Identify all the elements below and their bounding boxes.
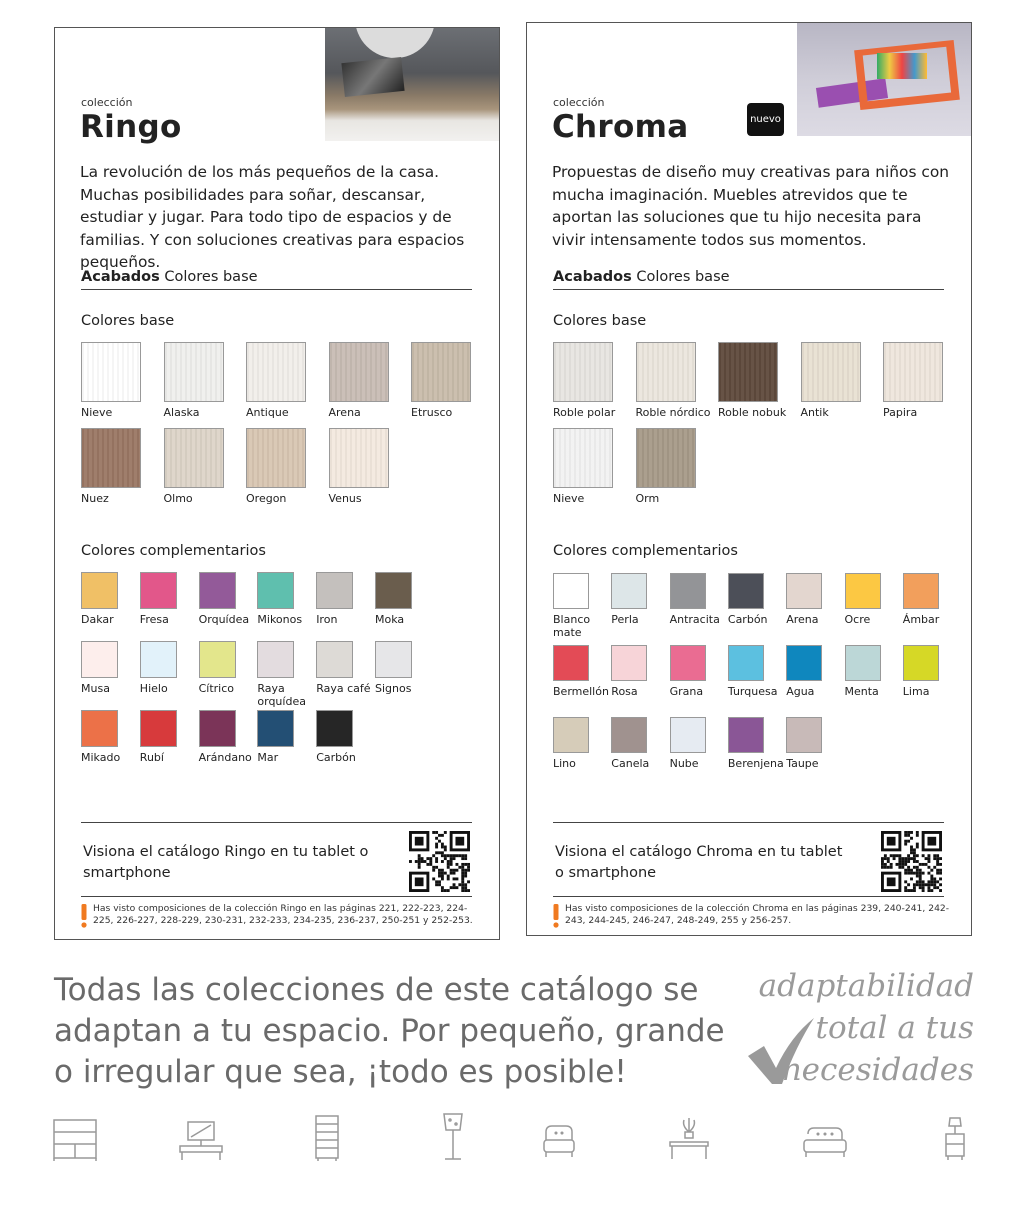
color-swatch	[316, 572, 353, 609]
color-swatch	[636, 428, 696, 488]
color-swatch	[670, 717, 706, 753]
color-swatch-label: Blanco mate	[553, 613, 591, 639]
exclamation-icon	[553, 904, 559, 928]
pages-notice: Has visto composiciones de la colección Chroma en las páginas 239, 240-241, 242-243, 244-245, 246-247, 248-249, 255 y 256-257.	[553, 903, 953, 927]
divider	[81, 896, 472, 897]
color-swatch-label: Taupe	[786, 757, 819, 770]
color-swatch-label: Bermellón	[553, 685, 609, 698]
color-swatch-label: Dakar	[81, 613, 114, 626]
color-swatch-label: Orquídea	[198, 613, 250, 626]
color-swatch-label: Canela	[611, 757, 650, 770]
color-swatch	[257, 641, 294, 678]
color-swatch	[553, 717, 589, 753]
slogan-line: adaptabilidad	[758, 968, 974, 1004]
color-swatch-label: Signos	[375, 682, 412, 695]
color-swatch	[786, 573, 822, 609]
color-swatch-label: Oregon	[246, 492, 287, 505]
catalog-link-text[interactable]: Visiona el catálogo Ringo en tu tablet o smartphone	[83, 844, 369, 881]
furniture-icons-row	[50, 1112, 975, 1167]
color-swatch-label: Olmo	[163, 492, 193, 505]
color-swatch	[257, 572, 294, 609]
pages-notice: Has visto composiciones de la colección Ringo en las páginas 221, 222-223, 224-225, 226-227, 228-229, 230-231, 232-233, 234-235, 236-237, 250-251 y 252-253.	[81, 903, 481, 927]
qr-code-icon[interactable]	[409, 831, 470, 892]
collection-description: Propuestas de diseño muy creativas para niños con mucha imaginación. Muebles atrevidos que te aportan las soluciones que tu hijo necesita para vivir intensamente todos sus momentos.	[552, 163, 949, 249]
colores-base-label: Colores base	[553, 313, 647, 329]
color-swatch-label: Mar	[257, 751, 279, 764]
color-swatch	[611, 645, 647, 681]
color-swatch-label: Roble nórdico	[635, 406, 711, 419]
color-swatch-label: Arena	[328, 406, 361, 419]
color-swatch-label: Nube	[669, 757, 699, 770]
color-swatch-label: Arena	[786, 613, 819, 626]
qr-code-icon[interactable]	[881, 831, 942, 892]
color-swatch-label: Roble nobuk	[718, 406, 787, 419]
chroma-collection-card	[526, 22, 972, 936]
color-swatch	[140, 710, 177, 747]
divider	[553, 896, 944, 897]
color-swatch	[845, 573, 881, 609]
footer-tagline: Todas las colecciones de este catálogo se adaptan a tu espacio. Por pequeño, grande o irregular que sea, ¡todo es posible!	[54, 972, 725, 1090]
colores-base-label: Colores base	[81, 313, 175, 329]
color-swatch	[257, 710, 294, 747]
chest-of-drawers-icon	[302, 1112, 352, 1162]
color-swatch	[81, 428, 141, 488]
color-swatch	[329, 428, 389, 488]
collection-title: Ringo	[80, 109, 182, 145]
chroma-photo	[797, 23, 971, 136]
divider	[553, 822, 944, 823]
color-swatch	[903, 645, 939, 681]
color-swatch-label: Papira	[883, 406, 918, 419]
color-swatch	[199, 572, 236, 609]
color-swatch	[553, 342, 613, 402]
acabados-heading: Acabados Colores base	[553, 269, 944, 290]
ringo-photo	[325, 28, 499, 141]
color-swatch	[611, 573, 647, 609]
color-swatch	[845, 645, 881, 681]
color-swatch-label: Lino	[553, 757, 576, 770]
color-swatch	[140, 641, 177, 678]
color-swatch	[553, 645, 589, 681]
color-swatch-label: Raya orquídea	[257, 682, 306, 708]
adaptabilidad-slogan	[742, 968, 974, 1098]
color-swatch-label: Nuez	[81, 492, 109, 505]
color-swatch-label: Orm	[635, 492, 660, 505]
collection-description: La revolución de los más pequeños de la casa. Muchas posibilidades para soñar, descansar, estudiar y jugar. Para todo tipo de espacios y de familias. Y con soluciones creativas para espacios pequeños.	[80, 163, 465, 271]
color-swatch-label: Fresa	[139, 613, 169, 626]
side-table-plant-icon	[664, 1112, 714, 1162]
color-swatch	[728, 717, 764, 753]
color-swatch-label: Antik	[800, 406, 829, 419]
acabados-heading: Acabados Colores base	[81, 269, 472, 290]
color-swatch-label: Mikonos	[257, 613, 303, 626]
color-swatch	[801, 342, 861, 402]
color-swatch-label: Cítrico	[198, 682, 234, 695]
color-swatch-label: Hielo	[139, 682, 168, 695]
color-swatch-label: Turquesa	[727, 685, 778, 698]
desk-computer-icon	[176, 1112, 226, 1162]
coleccion-label: colección	[553, 96, 605, 109]
color-swatch-label: Musa	[81, 682, 110, 695]
exclamation-icon	[81, 904, 87, 928]
color-swatch	[81, 710, 118, 747]
color-swatch	[728, 573, 764, 609]
slogan-line: necesidades	[781, 1052, 974, 1088]
color-swatch	[903, 573, 939, 609]
color-swatch	[553, 573, 589, 609]
color-swatch-label: Roble polar	[553, 406, 616, 419]
color-swatch	[316, 641, 353, 678]
color-swatch	[316, 710, 353, 747]
color-swatch-label: Carbón	[727, 613, 768, 626]
color-swatch-label: Nieve	[553, 492, 585, 505]
color-swatch-label: Menta	[844, 685, 879, 698]
ringo-collection-card	[54, 27, 500, 940]
color-swatch	[246, 342, 306, 402]
color-swatch-label: Mikado	[81, 751, 121, 764]
color-swatch-label: Agua	[786, 685, 815, 698]
color-swatch-label: Lima	[902, 685, 930, 698]
color-swatch	[411, 342, 471, 402]
color-swatch-label: Grana	[669, 685, 704, 698]
color-swatch	[728, 645, 764, 681]
color-swatch	[375, 641, 412, 678]
color-swatch	[199, 641, 236, 678]
colores-complementarios-label: Colores complementarios	[81, 543, 266, 559]
color-swatch-label: Nieve	[81, 406, 113, 419]
color-swatch-label: Venus	[328, 492, 362, 505]
color-swatch-label: Moka	[375, 613, 405, 626]
color-swatch-label: Raya café	[316, 682, 371, 695]
color-swatch	[164, 428, 224, 488]
sofa-icon	[800, 1112, 850, 1162]
color-swatch-label: Berenjena	[727, 757, 784, 770]
color-swatch	[375, 572, 412, 609]
color-swatch	[636, 342, 696, 402]
color-swatch-label: Ámbar	[902, 613, 940, 626]
color-swatch-label: Perla	[611, 613, 639, 626]
nuevo-badge: nuevo	[747, 103, 784, 136]
color-swatch	[786, 645, 822, 681]
armchair-icon	[534, 1112, 584, 1162]
color-swatch-label: Alaska	[163, 406, 200, 419]
color-swatch-label: Etrusco	[411, 406, 453, 419]
color-swatch	[140, 572, 177, 609]
color-swatch-label: Arándano	[198, 751, 252, 764]
color-swatch-label: Ocre	[844, 613, 871, 626]
color-swatch	[553, 428, 613, 488]
color-swatch	[611, 717, 647, 753]
color-swatch	[718, 342, 778, 402]
color-swatch-label: Antique	[246, 406, 289, 419]
color-swatch	[786, 717, 822, 753]
coleccion-label: colección	[81, 96, 133, 109]
nightstand-lamp-icon	[930, 1112, 980, 1162]
slogan-line: total a tus	[815, 1010, 974, 1046]
color-swatch-label: Antracita	[669, 613, 720, 626]
color-swatch	[329, 342, 389, 402]
color-swatch	[883, 342, 943, 402]
shelf-unit-icon	[50, 1112, 100, 1162]
color-swatch-label: Rosa	[611, 685, 638, 698]
color-swatch	[670, 573, 706, 609]
floor-lamp-icon	[428, 1112, 478, 1162]
colores-complementarios-label: Colores complementarios	[553, 543, 738, 559]
color-swatch	[81, 572, 118, 609]
color-swatch-label: Iron	[316, 613, 338, 626]
color-swatch	[670, 645, 706, 681]
collection-title: Chroma	[552, 109, 689, 145]
color-swatch	[164, 342, 224, 402]
color-swatch	[199, 710, 236, 747]
catalog-link-text[interactable]: Visiona el catálogo Chroma en tu tablet o smartphone	[555, 844, 843, 881]
color-swatch	[246, 428, 306, 488]
divider	[81, 822, 472, 823]
color-swatch-label: Rubí	[139, 751, 164, 764]
color-swatch	[81, 641, 118, 678]
color-swatch-label: Carbón	[316, 751, 356, 764]
color-swatch	[81, 342, 141, 402]
